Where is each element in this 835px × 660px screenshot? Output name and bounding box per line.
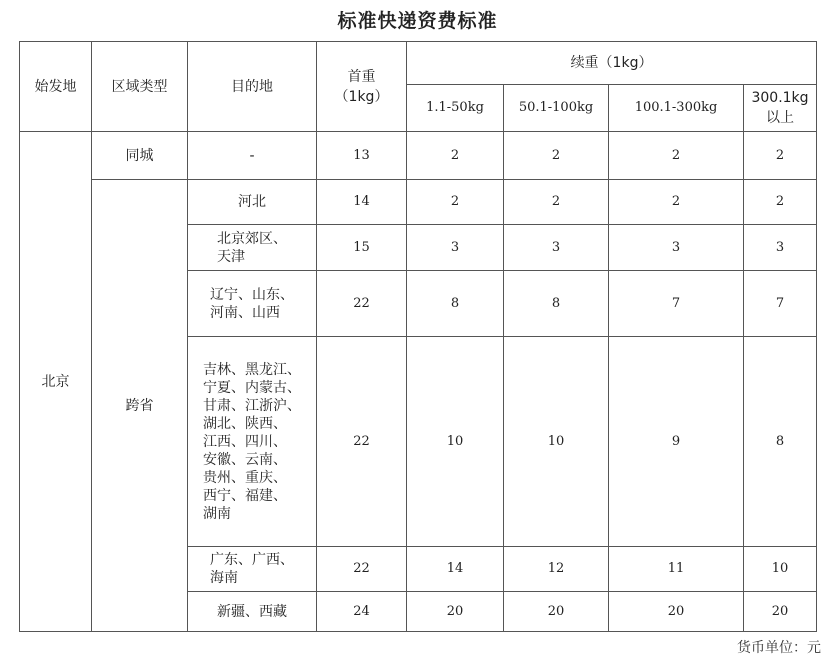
header-first-weight-line1: 首重 <box>347 68 376 85</box>
tier-3-cell: 2 <box>609 132 744 180</box>
destination-line: 河南、山西 <box>210 304 280 321</box>
destination-text <box>210 551 294 587</box>
tier-2-cell: 10 <box>504 337 609 547</box>
destination-line: 北京郊区、 <box>217 230 287 247</box>
tier-1-cell: 14 <box>407 547 504 592</box>
tier-1-cell: 3 <box>407 225 504 271</box>
destination-line: 湖南 <box>203 505 231 522</box>
first-weight-cell: 22 <box>317 337 407 547</box>
tier-4-cell: 2 <box>744 180 817 225</box>
tier-1-cell: 2 <box>407 132 504 180</box>
destination-cell <box>188 547 317 592</box>
destination-line: 广东、广西、 <box>210 552 294 568</box>
first-weight-cell: 24 <box>317 592 407 632</box>
tier-2-cell: 12 <box>504 547 609 592</box>
destination-text <box>238 193 266 211</box>
tier-3-cell: 3 <box>609 225 744 271</box>
destination-cell <box>188 180 317 225</box>
tier-1-cell: 2 <box>407 180 504 225</box>
tier-4-cell: 10 <box>744 547 817 592</box>
tier-1-cell: 10 <box>407 337 504 547</box>
header-tier-4-line2: 以上 <box>766 110 795 126</box>
destination-line: 宁夏、内蒙古、 <box>203 379 301 396</box>
destination-cell <box>188 225 317 271</box>
tier-3-cell: 7 <box>609 271 744 337</box>
header-destination: 目的地 <box>188 42 317 132</box>
destination-line: 江西、四川、 <box>203 433 287 450</box>
tier-2-cell: 3 <box>504 225 609 271</box>
tier-3-cell: 9 <box>609 337 744 547</box>
header-extra-weight: 续重（1kg） <box>407 42 817 85</box>
tier-3-cell: 11 <box>609 547 744 592</box>
tier-1-cell: 20 <box>407 592 504 632</box>
header-tier-4 <box>744 85 817 132</box>
destination-text <box>249 147 254 165</box>
tier-2-cell: 20 <box>504 592 609 632</box>
destination-line: 辽宁、山东、 <box>210 286 294 303</box>
tier-3-cell: 2 <box>609 180 744 225</box>
first-weight-cell: 22 <box>317 271 407 337</box>
destination-line: 西宁、福建、 <box>203 487 287 504</box>
first-weight-cell: 22 <box>317 547 407 592</box>
tier-2-cell: 8 <box>504 271 609 337</box>
destination-line: - <box>249 147 255 164</box>
origin-cell: 北京 <box>20 132 92 632</box>
tier-3-cell: 20 <box>609 592 744 632</box>
header-tier-4-line1: 300.1kg <box>751 90 809 106</box>
destination-line: 贵州、重庆、 <box>203 469 287 486</box>
header-origin: 始发地 <box>20 42 92 132</box>
page-title: 标准快递资费标准 <box>337 10 498 32</box>
destination-line: 新疆、西藏 <box>217 603 287 620</box>
tier-4-cell: 3 <box>744 225 817 271</box>
destination-line: 海南 <box>210 570 238 586</box>
first-weight-cell: 14 <box>317 180 407 225</box>
header-first-weight <box>317 42 407 132</box>
destination-line: 吉林、黑龙江、 <box>203 361 301 378</box>
currency-unit-note: 货币单位：元 <box>737 640 821 656</box>
first-weight-cell: 13 <box>317 132 407 180</box>
tier-4-cell: 2 <box>744 132 817 180</box>
header-tier-1: 1.1-50kg <box>407 85 504 132</box>
destination-line: 河北 <box>238 194 266 210</box>
destination-text <box>203 361 301 523</box>
tier-4-cell: 8 <box>744 337 817 547</box>
header-first-weight-line2: （1kg） <box>334 88 389 105</box>
destination-line: 安徽、云南、 <box>203 451 287 468</box>
tier-4-cell: 20 <box>744 592 817 632</box>
header-tier-2: 50.1-100kg <box>504 85 609 132</box>
header-tier-3: 100.1-300kg <box>609 85 744 132</box>
header-region-type: 区域类型 <box>92 42 188 132</box>
tier-4-cell: 7 <box>744 271 817 337</box>
tier-1-cell: 8 <box>407 271 504 337</box>
region-same-city: 同城 <box>92 132 188 180</box>
first-weight-cell: 15 <box>317 225 407 271</box>
tier-2-cell: 2 <box>504 132 609 180</box>
rate-table <box>19 41 817 632</box>
region-cross-province: 跨省 <box>92 180 188 632</box>
tier-2-cell: 2 <box>504 180 609 225</box>
destination-line: 湖北、陕西、 <box>203 415 287 432</box>
destination-cell <box>188 337 317 547</box>
destination-text <box>217 230 287 266</box>
destination-line: 天津 <box>217 248 245 265</box>
destination-cell <box>188 592 317 632</box>
destination-text <box>210 286 294 322</box>
destination-cell <box>188 271 317 337</box>
destination-line: 甘肃、江浙沪、 <box>203 397 301 414</box>
destination-cell <box>188 132 317 180</box>
destination-text <box>217 603 287 621</box>
